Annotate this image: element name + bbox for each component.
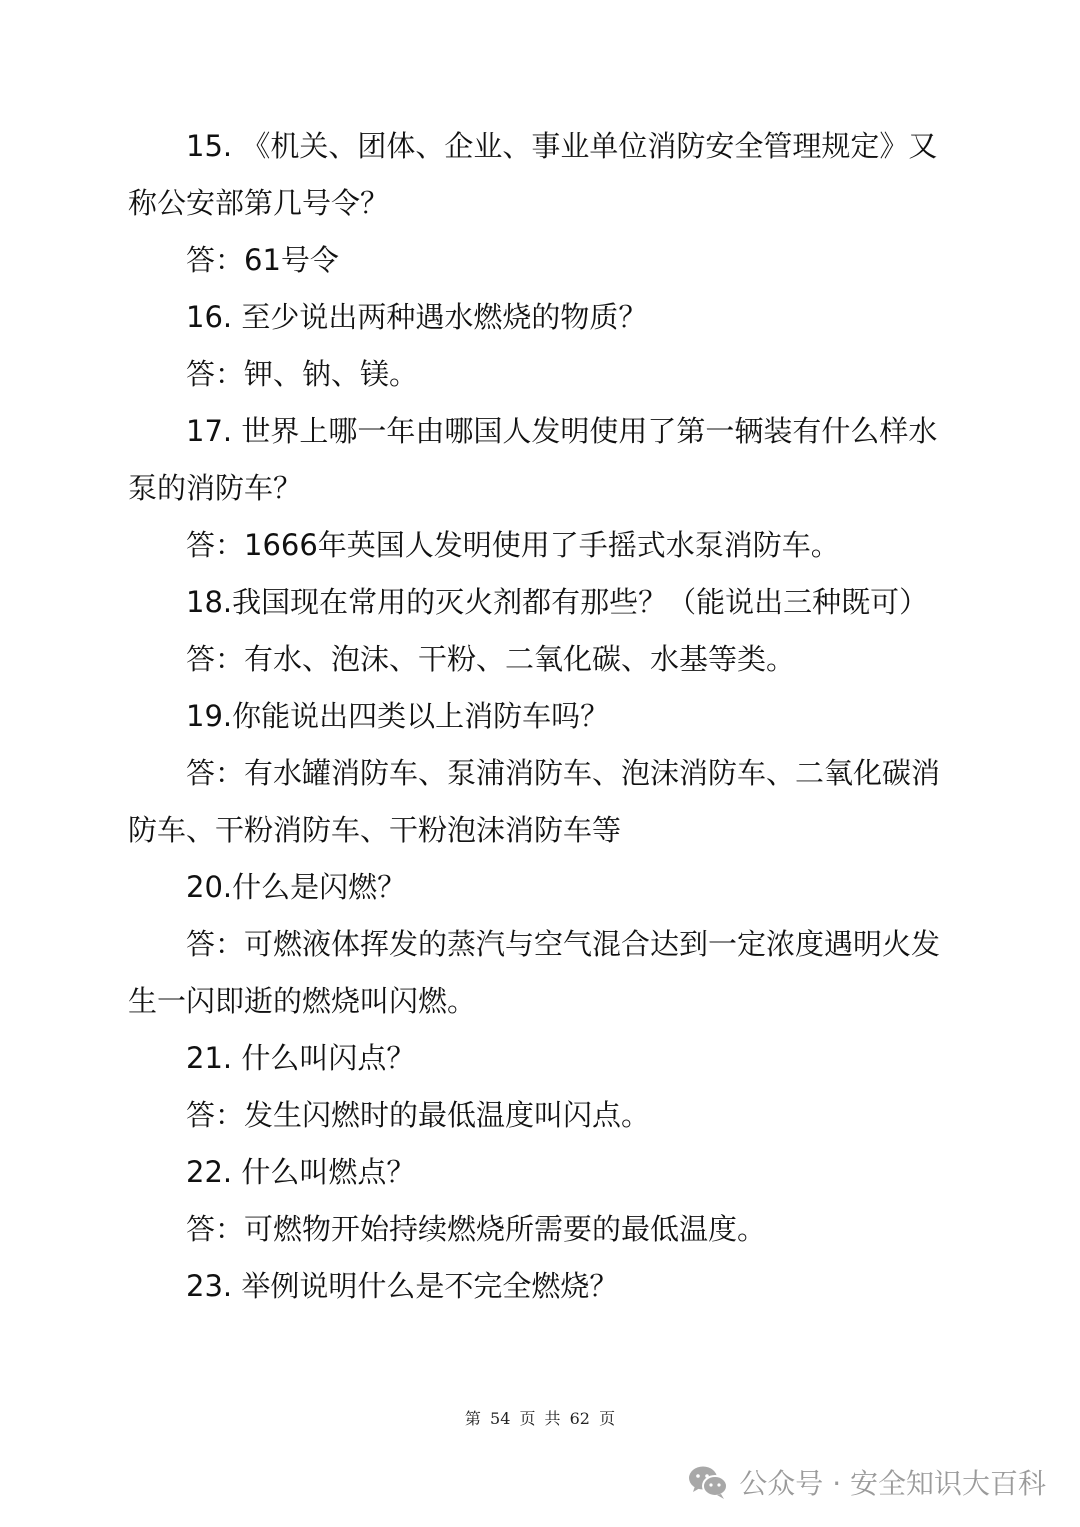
answer-15: 答：61号令 [186, 243, 339, 277]
question-15: 15. 《机关、团体、企业、事业单位消防安全管理规定》又称公安部第几号令？ [128, 129, 938, 220]
answer-18: 答：有水、泡沫、干粉、二氧化碳、水基等类。 [186, 642, 796, 676]
question-16: 16. 至少说出两种遇水燃烧的物质？ [186, 300, 648, 334]
answer-20: 答：可燃液体挥发的蒸汽与空气混合达到一定浓度遇明火发生一闪即逝的燃烧叫闪燃。 [128, 927, 941, 1018]
answer-21: 答：发生闪燃时的最低温度叫闪点。 [186, 1098, 651, 1132]
answer-22: 答：可燃物开始持续燃烧所需要的最低温度。 [186, 1212, 767, 1246]
answer-19: 答：有水罐消防车、泵浦消防车、泡沫消防车、二氧化碳消防车、干粉消防车、干粉泡沫消防车等 [128, 756, 941, 847]
answer-16: 答：钾、钠、镁。 [186, 357, 419, 391]
question-18: 18.我国现在常用的灭火剂都有那些？（能说出三种既可） [186, 585, 929, 619]
question-22: 22. 什么叫燃点？ [186, 1155, 416, 1189]
question-20: 20.什么是闪燃？ [186, 870, 407, 904]
document-body [128, 118, 943, 1315]
question-19: 19.你能说出四类以上消防车吗？ [186, 699, 610, 733]
question-23: 23. 举例说明什么是不完全燃烧？ [186, 1269, 619, 1303]
question-17: 17. 世界上哪一年由哪国人发明使用了第一辆装有什么样水泵的消防车？ [128, 414, 938, 505]
page-number-footer: 第 54 页 共 62 页 [464, 1409, 616, 1428]
account-watermark [687, 1462, 1046, 1502]
question-21: 21. 什么叫闪点？ [186, 1041, 416, 1075]
watermark-text: 公众号 · 安全知识大百科 [739, 1467, 1046, 1500]
answer-17: 答：1666年英国人发明使用了手摇式水泵消防车。 [186, 528, 840, 562]
wechat-icon [687, 1464, 729, 1500]
